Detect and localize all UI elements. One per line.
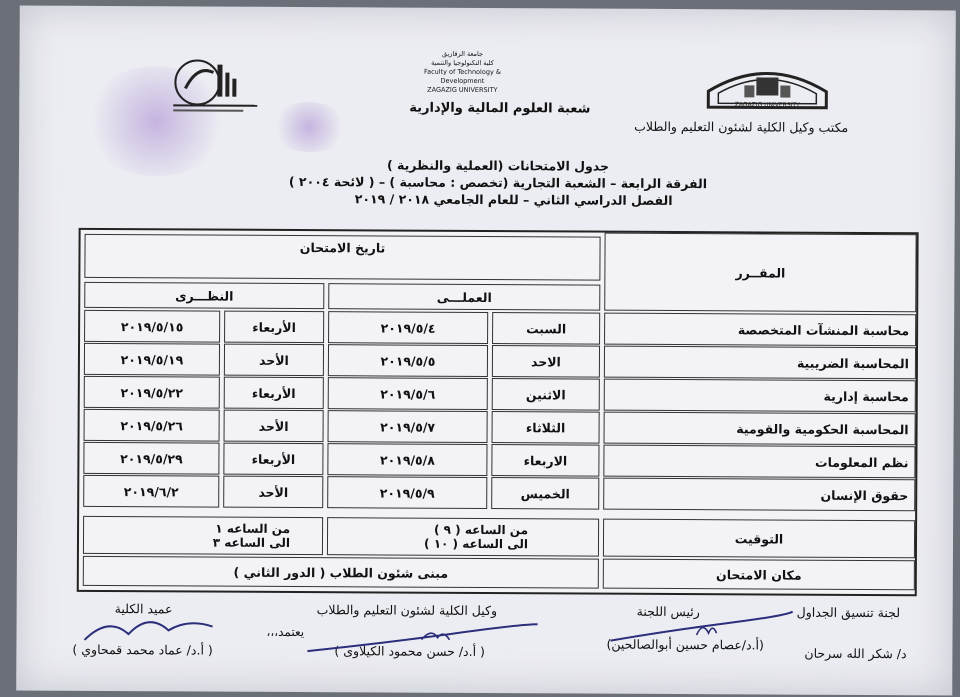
theory-day-value: الأربعاء xyxy=(252,319,296,335)
vice-title: وكيل الكلية لشئون التعليم والطلاب xyxy=(316,602,498,619)
theory-date-cell xyxy=(83,475,219,508)
practical-date-cell xyxy=(328,410,488,443)
office-title: مكتب وكيل الكلية لشئون التعليم والطلاب xyxy=(634,118,849,135)
course-value: محاسبة المنشآت المتخصصة xyxy=(737,321,910,338)
dean-signature xyxy=(78,606,218,647)
course-value: حقوق الإنسان xyxy=(820,487,909,503)
course-cell xyxy=(604,346,916,380)
theory-date-value: ٢٠١٩/٥/٢٦ xyxy=(120,417,183,433)
practical-date-value: ٢٠١٩/٥/٩ xyxy=(379,484,435,501)
practical-date-cell xyxy=(328,377,488,410)
practical-day-cell xyxy=(492,345,600,378)
theory-day-cell xyxy=(223,443,323,476)
theory-date-cell xyxy=(84,409,220,442)
theory-day-cell xyxy=(224,311,324,344)
theory-date-value: ٢٠١٩/٥/١٥ xyxy=(120,318,184,334)
theory-day-cell xyxy=(224,344,324,377)
exam-date-header xyxy=(84,234,600,281)
chair-title: رئيس اللجنة xyxy=(636,603,700,620)
theory-date-cell xyxy=(83,442,219,475)
timing-theory-to: الى الساعه ٣ xyxy=(212,535,291,550)
document-page xyxy=(16,6,956,696)
practical-day-value: الاربعاء xyxy=(523,452,568,468)
practical-header xyxy=(328,283,600,310)
theory-day-cell xyxy=(224,410,324,443)
practical-day-cell xyxy=(492,312,600,345)
practical-day-value: السبت xyxy=(526,320,567,336)
practical-day-value: الاحد xyxy=(530,353,561,369)
timing-label-cell xyxy=(603,519,915,559)
caption-line: ZAGAZIG UNIVERSITY xyxy=(427,85,498,95)
caption-line: كلية التكنولوجيا والتنمية xyxy=(431,58,494,68)
theory-date-value: ٢٠١٩/٥/١٩ xyxy=(120,351,184,367)
dean-name: ( أ.د/ عماد محمد قمحاوي ) xyxy=(72,641,213,658)
practical-day-value: الخميس xyxy=(520,485,570,501)
vice-name: ( أ.د/ حسن محمود الكيلاوى ) xyxy=(334,643,485,659)
theory-date-cell xyxy=(84,343,220,376)
practical-day-cell xyxy=(492,411,600,444)
theory-date-cell xyxy=(84,310,220,343)
practical-date-value: ٢٠١٩/٥/٧ xyxy=(380,418,436,435)
theory-day-value: الأحد xyxy=(258,484,289,500)
division-title: شعبة العلوم المالية والإدارية xyxy=(409,100,591,117)
exam-schedule-table xyxy=(77,228,919,596)
course-header xyxy=(604,233,916,313)
place-label: مكان الامتحان xyxy=(716,566,802,583)
practical-date-cell xyxy=(327,443,487,476)
practical-day-cell xyxy=(492,378,600,411)
caption-line: Faculty of Technology & Development xyxy=(423,67,501,85)
faculty-logo xyxy=(169,54,261,120)
course-value: نظم المعلومات xyxy=(815,454,909,470)
practical-date-value: ٢٠١٩/٥/٥ xyxy=(380,352,436,369)
theory-day-value: الأربعاء xyxy=(251,385,296,401)
timing-theory-cell xyxy=(83,516,323,555)
practical-date-cell xyxy=(328,344,488,377)
approved-label: يعتمد،،، xyxy=(266,624,305,640)
stamp-smudge xyxy=(269,102,349,152)
vice-signature xyxy=(301,619,541,658)
timing-practical-to: الى الساعه ( ١٠ ) xyxy=(424,536,529,552)
theory-date-value: ٢٠١٩/٥/٢٢ xyxy=(120,384,184,400)
chair-name: (أ.د/عصام حسين أبوالصالحين) xyxy=(606,636,764,653)
practical-day-value: الاثنين xyxy=(525,386,566,402)
theory-day-cell xyxy=(223,476,323,509)
doc-title-line2: الفرقة الرابعة – الشعبة التجارية (تخصص : محاسبة ) – ( لائحة ٢٠٠٤ ) xyxy=(288,173,708,192)
theory-day-value: الأحد xyxy=(259,352,289,368)
theory-day-value: الأحد xyxy=(258,418,289,434)
doc-title-line3: الفصل الدراسي الثاني – للعام الجامعي ٢٠١٨ / ٢٠١٩ xyxy=(354,191,673,208)
course-header-label: المقــرر xyxy=(735,264,786,281)
institution-caption xyxy=(407,50,517,96)
theory-day-cell xyxy=(224,377,324,410)
svg-text:ZAGAZIG UNIVERSITY: ZAGAZIG UNIVERSITY xyxy=(734,101,800,109)
practical-date-value: ٢٠١٩/٥/٨ xyxy=(379,451,435,468)
course-cell xyxy=(603,478,915,512)
timing-label: التوقيت xyxy=(734,530,784,547)
timing-practical-from: من الساعه ( ٩ ) xyxy=(433,522,529,538)
caption-line: جامعة الزقازيق xyxy=(442,49,484,58)
practical-day-cell xyxy=(491,477,599,510)
practical-date-value: ٢٠١٩/٥/٤ xyxy=(380,319,436,336)
practical-day-value: الثلاثاء xyxy=(525,419,566,435)
timing-theory-from: من الساعه ١ xyxy=(215,521,291,536)
course-cell xyxy=(603,445,915,479)
theory-header xyxy=(84,282,324,309)
course-cell xyxy=(604,379,916,413)
place-label-cell xyxy=(603,559,915,591)
coord-name: د/ شكر الله سرحان xyxy=(804,645,907,662)
course-value: المحاسبة الحكومية والقومية xyxy=(736,420,909,437)
coord-title: لجنة تنسيق الجداول xyxy=(796,604,901,621)
theory-date-cell xyxy=(84,376,220,409)
theory-day-value: الأربعاء xyxy=(251,451,296,467)
dean-title: عميد الكلية xyxy=(114,601,173,617)
course-cell xyxy=(604,313,916,347)
place-value: مبنى شئون الطلاب ( الدور الثاني ) xyxy=(233,564,449,581)
theory-header-label: النظـــرى xyxy=(175,287,234,304)
chair-signature xyxy=(606,605,796,646)
course-cell xyxy=(604,412,916,446)
theory-date-value: ٢٠١٩/٦/٢ xyxy=(123,483,179,499)
practical-date-value: ٢٠١٩/٥/٦ xyxy=(380,385,436,402)
course-value: محاسبة إدارية xyxy=(823,388,909,404)
practical-header-label: العملـــى xyxy=(436,289,492,305)
practical-day-cell xyxy=(491,444,599,477)
exam-date-header-label: تاريخ الامتحان xyxy=(299,240,386,256)
timing-practical-cell xyxy=(327,517,599,556)
course-value: المحاسبة الضريبية xyxy=(796,355,909,371)
place-value-cell xyxy=(83,556,599,589)
practical-date-cell xyxy=(328,311,488,344)
university-logo xyxy=(704,61,830,112)
theory-date-value: ٢٠١٩/٥/٢٩ xyxy=(120,450,183,466)
doc-title-line1: جدول الامتحانات (العملية والنظرية ) xyxy=(386,157,610,174)
practical-date-cell xyxy=(327,476,487,509)
